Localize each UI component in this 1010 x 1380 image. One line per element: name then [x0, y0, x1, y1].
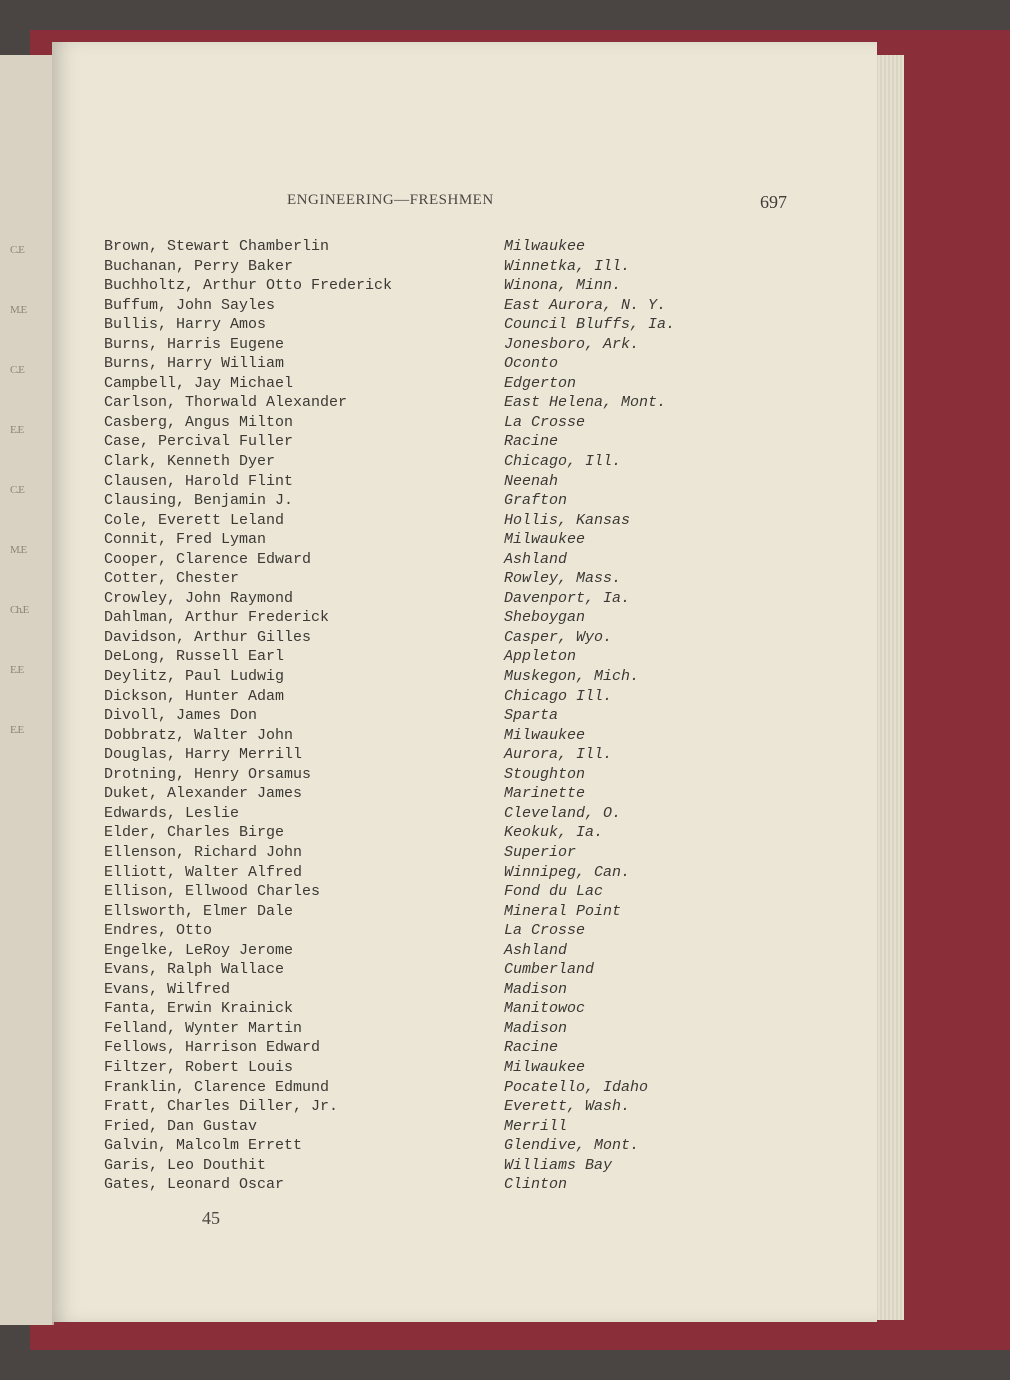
hometown: Chicago, Ill.	[504, 453, 622, 471]
student-name: Fratt, Charles Diller, Jr.	[104, 1098, 339, 1116]
book-page	[52, 42, 877, 1322]
hometown: Marinette	[504, 785, 586, 803]
student-name: Clausen, Harold Flint	[104, 472, 294, 490]
list-item	[104, 473, 724, 493]
hometown: Aurora, Ill.	[504, 746, 613, 764]
hometown: Milwaukee	[504, 726, 586, 744]
student-name: Connit, Fred Lyman	[104, 531, 267, 549]
student-name: Duket, Alexander James	[104, 785, 303, 803]
list-item	[104, 629, 724, 649]
list-item	[104, 551, 724, 571]
student-name: Burns, Harry William	[104, 355, 285, 373]
student-name: Clark, Kenneth Dyer	[104, 453, 276, 471]
list-item	[104, 1098, 724, 1118]
list-item	[104, 492, 724, 512]
list-item	[104, 746, 724, 766]
hometown: Davenport, Ia.	[504, 589, 631, 607]
list-item	[104, 355, 724, 375]
facing-page-mark: C.E	[10, 244, 24, 256]
hometown: Glendive, Mont.	[504, 1137, 640, 1155]
list-item	[104, 824, 724, 844]
list-item	[104, 414, 724, 434]
hometown: Williams Bay	[504, 1156, 613, 1174]
student-name: Brown, Stewart Chamberlin	[104, 238, 330, 255]
list-item	[104, 805, 724, 825]
running-title: ENGINEERING—FRESHMEN	[287, 192, 494, 208]
student-name: DeLong, Russell Earl	[104, 648, 285, 666]
student-name: Evans, Wilfred	[104, 980, 231, 998]
hometown: Hollis, Kansas	[504, 511, 631, 529]
hometown: La Crosse	[504, 922, 586, 940]
hometown: Ashland	[504, 941, 568, 959]
list-item	[104, 1157, 724, 1177]
hometown: Everett, Wash.	[504, 1098, 631, 1116]
hometown: Clinton	[504, 1176, 568, 1194]
student-name: Cooper, Clarence Edward	[104, 550, 312, 568]
list-item	[104, 394, 724, 414]
page-header	[287, 192, 787, 216]
student-name: Elliott, Walter Alfred	[104, 863, 303, 881]
list-item	[104, 883, 724, 903]
hometown: Council Bluffs, Ia.	[504, 316, 676, 334]
facing-page-mark: E.E	[10, 724, 24, 736]
list-item	[104, 1137, 724, 1157]
list-item	[104, 238, 724, 258]
list-item	[104, 433, 724, 453]
hometown: Casper, Wyo.	[504, 628, 613, 646]
student-name: Douglas, Harry Merrill	[104, 746, 303, 764]
facing-page-mark: E.E	[10, 424, 24, 436]
student-name: Divoll, James Don	[104, 707, 258, 725]
hometown: Fond du Lac	[504, 883, 604, 901]
student-name: Buchanan, Perry Baker	[104, 257, 294, 275]
student-name: Carlson, Thorwald Alexander	[104, 394, 348, 412]
student-name: Campbell, Jay Michael	[104, 374, 294, 392]
list-item	[104, 668, 724, 688]
list-item	[104, 903, 724, 923]
hometown: Chicago Ill.	[504, 687, 613, 705]
student-name: Cole, Everett Leland	[104, 511, 285, 529]
list-item	[104, 942, 724, 962]
list-item	[104, 707, 724, 727]
facing-page-mark: C.E	[10, 364, 24, 376]
hometown: Keokuk, Ia.	[504, 824, 604, 842]
student-name: Dobbratz, Walter John	[104, 726, 294, 744]
hometown: Cumberland	[504, 961, 595, 979]
student-name: Davidson, Arthur Gilles	[104, 628, 312, 646]
hometown: Winona, Minn.	[504, 277, 622, 295]
student-name: Buchholtz, Arthur Otto Frederick	[104, 277, 393, 295]
student-name: Franklin, Clarence Edmund	[104, 1078, 330, 1096]
list-item	[104, 766, 724, 786]
hometown: Racine	[504, 1039, 559, 1057]
hometown: Merrill	[504, 1117, 568, 1135]
student-name: Clausing, Benjamin J.	[104, 492, 294, 510]
student-name: Burns, Harris Eugene	[104, 335, 285, 353]
list-item	[104, 590, 724, 610]
hometown: Muskegon, Mich.	[504, 668, 640, 686]
hometown: Oconto	[504, 355, 559, 373]
student-name: Edwards, Leslie	[104, 804, 240, 822]
student-name: Endres, Otto	[104, 922, 213, 940]
student-name: Evans, Ralph Wallace	[104, 961, 285, 979]
facing-page-mark: Ch.E	[10, 604, 29, 616]
student-name: Ellenson, Richard John	[104, 843, 303, 861]
hometown: Winnetka, Ill.	[504, 257, 631, 275]
hometown: Racine	[504, 433, 559, 451]
student-name: Cotter, Chester	[104, 570, 240, 588]
student-list	[104, 238, 724, 1196]
student-name: Case, Percival Fuller	[104, 433, 294, 451]
hometown: East Aurora, N. Y.	[504, 296, 667, 314]
facing-page-mark: M.E	[10, 304, 27, 316]
list-item	[104, 1059, 724, 1079]
student-name: Filtzer, Robert Louis	[104, 1058, 294, 1076]
list-item	[104, 531, 724, 551]
list-item	[104, 512, 724, 532]
student-name: Gates, Leonard Oscar	[104, 1176, 285, 1194]
list-item	[104, 1176, 724, 1196]
hometown: La Crosse	[504, 413, 586, 431]
list-item	[104, 609, 724, 629]
list-item	[104, 316, 724, 336]
list-item	[104, 1020, 724, 1040]
list-item	[104, 785, 724, 805]
hometown: Edgerton	[504, 374, 577, 392]
list-item	[104, 688, 724, 708]
list-item	[104, 336, 724, 356]
list-item	[104, 981, 724, 1001]
hometown: Madison	[504, 1019, 568, 1037]
facing-page-mark: M.E	[10, 544, 27, 556]
hometown: Milwaukee	[504, 531, 586, 549]
student-name: Galvin, Malcolm Errett	[104, 1137, 303, 1155]
hometown: Pocatello, Idaho	[504, 1078, 649, 1096]
list-item	[104, 922, 724, 942]
list-item	[104, 375, 724, 395]
student-name: Garis, Leo Douthit	[104, 1156, 267, 1174]
signature-mark: 45	[202, 1208, 220, 1228]
hometown: Ashland	[504, 550, 568, 568]
hometown: Stoughton	[504, 765, 586, 783]
list-item	[104, 1079, 724, 1099]
hometown: Winnipeg, Can.	[504, 863, 631, 881]
list-item	[104, 727, 724, 747]
list-item	[104, 570, 724, 590]
hometown: Milwaukee	[504, 238, 586, 255]
list-item	[104, 1039, 724, 1059]
hometown: Mineral Point	[504, 902, 622, 920]
student-name: Engelke, LeRoy Jerome	[104, 941, 294, 959]
list-item	[104, 277, 724, 297]
list-item	[104, 1118, 724, 1138]
hometown: Sheboygan	[504, 609, 586, 627]
student-name: Buffum, John Sayles	[104, 296, 276, 314]
hometown: Neenah	[504, 472, 559, 490]
hometown: Madison	[504, 980, 568, 998]
facing-page-mark: E.E	[10, 664, 24, 676]
student-name: Fellows, Harrison Edward	[104, 1039, 321, 1057]
list-item	[104, 297, 724, 317]
hometown: East Helena, Mont.	[504, 394, 667, 412]
student-name: Fried, Dan Gustav	[104, 1117, 258, 1135]
list-item	[104, 864, 724, 884]
hometown: Sparta	[504, 707, 559, 725]
student-name: Felland, Wynter Martin	[104, 1019, 303, 1037]
hometown: Manitowoc	[504, 1000, 586, 1018]
page-number: 697	[760, 192, 787, 212]
student-name: Ellison, Ellwood Charles	[104, 883, 321, 901]
hometown: Rowley, Mass.	[504, 570, 622, 588]
facing-page-edge	[0, 55, 54, 1325]
student-name: Casberg, Angus Milton	[104, 413, 294, 431]
list-item	[104, 1000, 724, 1020]
student-name: Elder, Charles Birge	[104, 824, 285, 842]
student-name: Deylitz, Paul Ludwig	[104, 668, 285, 686]
student-name: Ellsworth, Elmer Dale	[104, 902, 294, 920]
student-name: Dickson, Hunter Adam	[104, 687, 285, 705]
list-item	[104, 844, 724, 864]
hometown: Appleton	[504, 648, 577, 666]
list-item	[104, 648, 724, 668]
student-name: Fanta, Erwin Krainick	[104, 1000, 294, 1018]
hometown: Superior	[504, 843, 577, 861]
hometown: Cleveland, O.	[504, 804, 622, 822]
student-name: Bullis, Harry Amos	[104, 316, 267, 334]
hometown: Milwaukee	[504, 1058, 586, 1076]
student-name: Drotning, Henry Orsamus	[104, 765, 312, 783]
list-item	[104, 258, 724, 278]
facing-page-mark: C.E	[10, 484, 24, 496]
hometown: Grafton	[504, 492, 568, 510]
list-item	[104, 453, 724, 473]
list-item	[104, 961, 724, 981]
student-name: Crowley, John Raymond	[104, 589, 294, 607]
student-name: Dahlman, Arthur Frederick	[104, 609, 330, 627]
hometown: Jonesboro, Ark.	[504, 335, 640, 353]
